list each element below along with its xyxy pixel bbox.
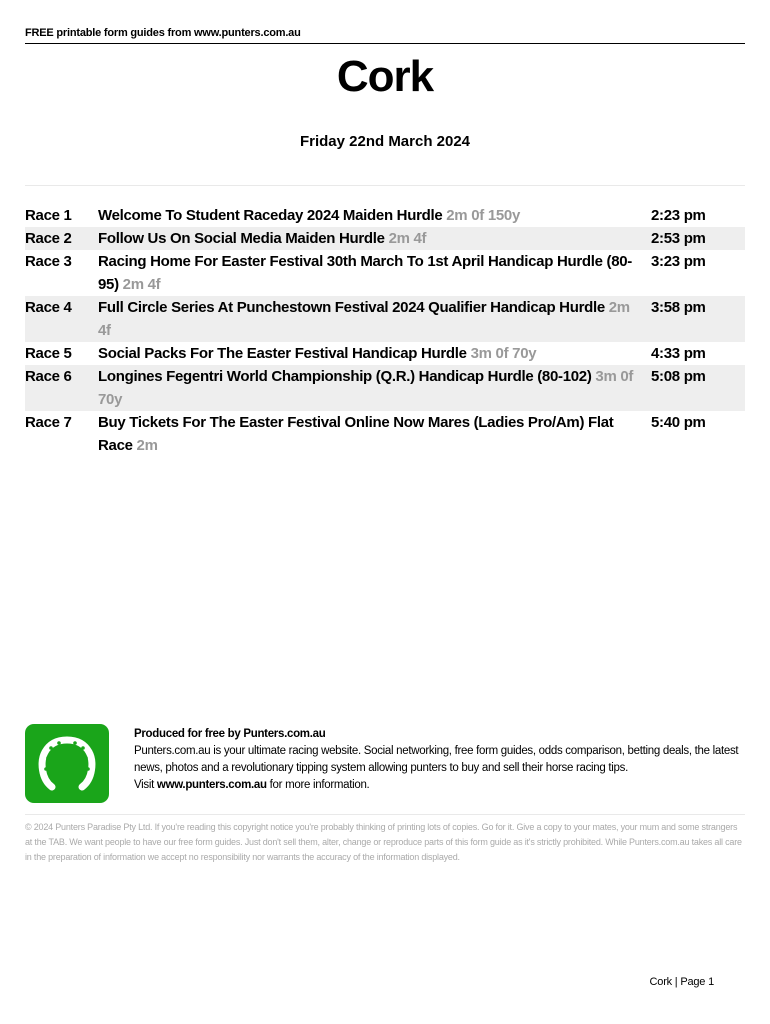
race-row <box>25 411 745 457</box>
divider <box>25 185 745 186</box>
footer-visit-line <box>134 777 746 794</box>
copyright-notice: © 2024 Punters Paradise Pty Ltd. If you're reading this copyright notice you're probably thinking of printing lots of copies. Go for it. Give a copy to your mates, your mum and some strangers at the TAB. We want people to have our free form guides. Just don't sell them, alter, change or reproduce parts of this form guide as it's strictly prohibited. While Punters.com.au takes all care in the preparation of information we accept no responsibility nor warrants the accuracy of the information displayed. <box>25 822 742 862</box>
race-time: 3:23 pm <box>651 253 706 270</box>
race-number: Race 3 <box>25 253 72 270</box>
race-row <box>25 296 745 342</box>
race-number: Race 7 <box>25 414 72 431</box>
race-distance: 2m 0f 150y <box>446 207 520 224</box>
race-number: Race 4 <box>25 299 72 316</box>
race-number: Race 6 <box>25 368 72 385</box>
race-distance: 2m 4f <box>98 299 630 339</box>
race-name-cell <box>98 296 651 342</box>
visit-prefix: Visit <box>134 779 157 791</box>
race-name: Social Packs For The Easter Festival Handicap Hurdle <box>98 345 467 362</box>
race-time: 5:08 pm <box>651 368 706 385</box>
race-number: Race 2 <box>25 230 72 247</box>
race-date: Friday 22nd March 2024 <box>299 133 471 150</box>
horseshoe-icon <box>37 735 97 793</box>
race-row <box>25 250 745 296</box>
race-distance: 2m 4f <box>388 230 427 247</box>
race-name: Welcome To Student Raceday 2024 Maiden Hurdle <box>98 207 443 224</box>
footer-description: Punters.com.au is your ultimate racing website. Social networking, free form guides, odds comparison, betting deals, the latest news, photos and a revolutionary tipping system allowing punters to buy and sell their horse racing tips. <box>134 745 739 774</box>
race-distance: 2m 4f <box>122 276 161 293</box>
race-row <box>25 365 745 411</box>
race-number: Race 5 <box>25 345 72 362</box>
race-time: 5:40 pm <box>651 414 706 431</box>
race-time: 4:33 pm <box>651 345 706 362</box>
footer-heading: Produced for free by Punters.com.au <box>134 728 326 740</box>
footer-info <box>134 726 746 794</box>
race-name-cell <box>98 227 651 250</box>
race-name-cell <box>98 365 651 411</box>
race-name-cell <box>98 204 651 227</box>
footer-divider <box>25 814 745 815</box>
punters-logo[interactable] <box>25 724 109 803</box>
website-link[interactable]: www.punters.com.au <box>156 779 267 791</box>
top-banner-text: FREE printable form guides from www.punters.com.au <box>25 27 745 44</box>
page-number: Cork | Page 1 <box>649 976 714 988</box>
race-name: Full Circle Series At Punchestown Festival 2024 Qualifier Handicap Hurdle <box>98 299 605 316</box>
race-name: Racing Home For Easter Festival 30th March To 1st April Handicap Hurdle (80-95) <box>98 253 633 293</box>
race-name: Longines Fegentri World Championship (Q.R.) Handicap Hurdle (80-102) <box>98 368 592 385</box>
page-title: Cork <box>336 52 434 101</box>
race-row <box>25 227 745 250</box>
race-time: 2:53 pm <box>651 230 706 247</box>
visit-suffix: for more information. <box>266 779 370 791</box>
race-name: Buy Tickets For The Easter Festival Online Now Mares (Ladies Pro/Am) Flat Race <box>98 414 614 454</box>
race-name-cell <box>98 342 651 365</box>
race-list <box>25 204 745 457</box>
race-name-cell <box>98 250 651 296</box>
race-distance: 3m 0f 70y <box>470 345 537 362</box>
race-number: Race 1 <box>25 207 72 224</box>
race-name-cell <box>98 411 651 457</box>
race-time: 3:58 pm <box>651 299 706 316</box>
race-row <box>25 342 745 365</box>
race-time: 2:23 pm <box>651 207 706 224</box>
race-distance: 3m 0f 70y <box>98 368 634 408</box>
race-distance: 2m <box>136 437 158 454</box>
race-row <box>25 204 745 227</box>
race-name: Follow Us On Social Media Maiden Hurdle <box>98 230 385 247</box>
